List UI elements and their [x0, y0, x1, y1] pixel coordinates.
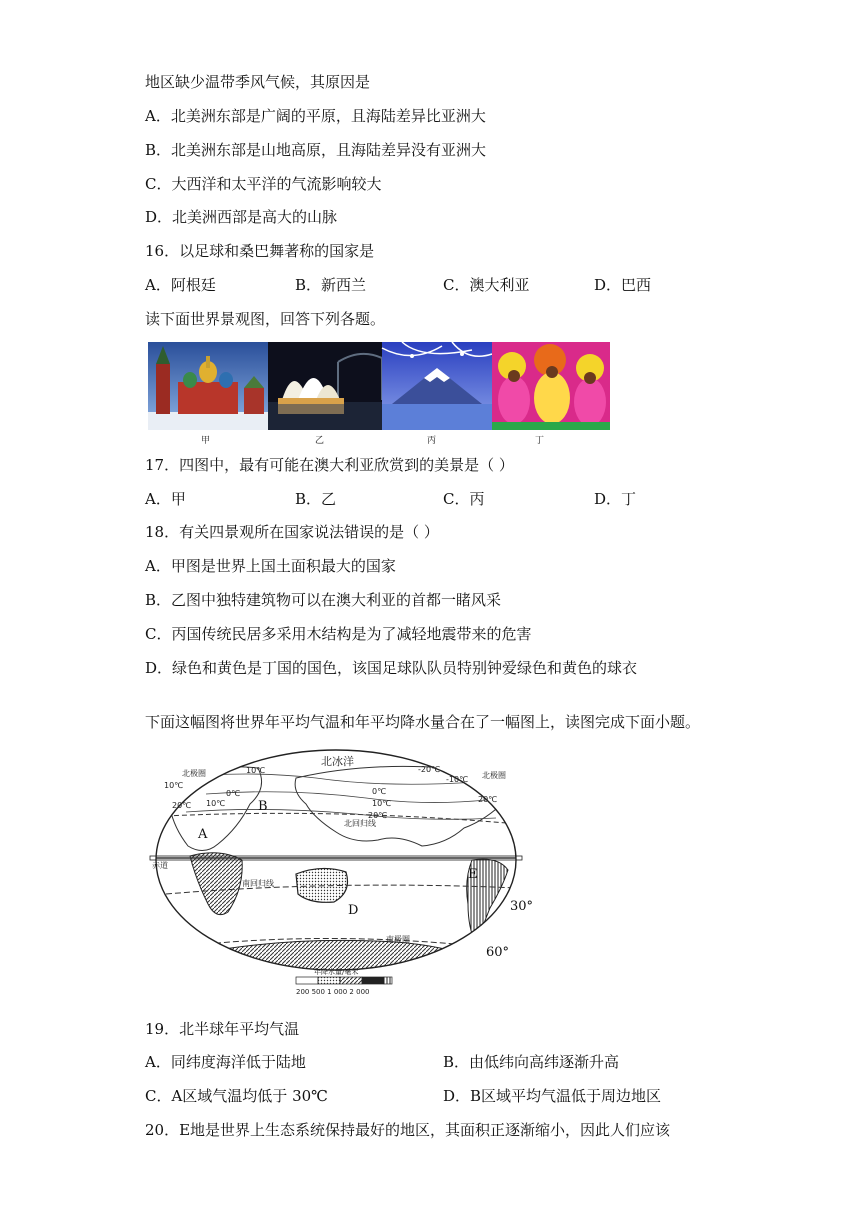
q16-option-c: C．澳大利亚 — [443, 276, 530, 294]
q18-option-b: B．乙图中独特建筑物可以在澳大利亚的首都一睹风采 — [145, 591, 502, 609]
q17-option-d: D．丁 — [594, 490, 637, 508]
q17-option-c: C．丙 — [443, 490, 485, 508]
photo-caption-yi: 乙 — [315, 436, 325, 446]
isotherm-0a: 0℃ — [226, 789, 241, 798]
photo-caption-ding: 丁 — [535, 436, 545, 446]
isotherm-10c: 10℃ — [372, 799, 392, 808]
region-a-label: A — [198, 827, 208, 842]
legend-title: 年降水量/毫米 — [314, 968, 359, 976]
q20-stem: 20．E地是世界上生态系统保持最好的地区，其面积正逐渐缩小，因此人们应该 — [145, 1121, 671, 1139]
map-intro: 下面这幅图将世界年平均气温和年平均降水量合在了一幅图上，读图完成下面小题。 — [145, 713, 701, 731]
isotherm-10a: 10℃ — [246, 766, 266, 775]
q16-option-d: D．巴西 — [594, 276, 652, 294]
landscape-intro: 读下面世界景观图，回答下列各题。 — [145, 310, 386, 328]
isotherm-20c: 20℃ — [478, 795, 498, 804]
q15-option-d: D．北美洲西部是高大的山脉 — [145, 208, 338, 226]
isotherm-10b: 10℃ — [206, 799, 226, 808]
q18-option-a: A．甲图是世界上国土面积最大的国家 — [145, 557, 396, 575]
q18-stem: 18．有关四景观所在国家说法错误的是（ ） — [145, 523, 439, 541]
q16-option-b: B．新西兰 — [295, 276, 367, 294]
q15-stem-tail: 地区缺少温带季风气候，其原因是 — [145, 73, 371, 91]
region-d-label: D — [348, 903, 359, 918]
isotherm-neg10: -10℃ — [446, 775, 469, 784]
isotherm-neg20: -20℃ — [418, 765, 441, 774]
q19-stem: 19．北半球年平均气温 — [145, 1020, 300, 1038]
q19-option-c: C．A区域气温均低于 30℃ — [145, 1087, 328, 1105]
photo-caption-jia: 甲 — [201, 436, 211, 446]
mount-fuji-photo — [382, 342, 492, 430]
region-e-label: E — [468, 867, 478, 882]
landscape-photo-strip — [148, 342, 610, 430]
latitude-60-label: 60° — [486, 945, 510, 960]
arctic-circle-left-label: 北极圈 — [182, 769, 206, 778]
q17-option-a: A．甲 — [145, 490, 186, 508]
q19-option-a: A．同纬度海洋低于陆地 — [145, 1053, 306, 1071]
samba-dancers-photo — [492, 342, 610, 430]
precipitation-legend — [296, 967, 392, 996]
world-climate-map — [146, 748, 534, 1004]
tropic-capricorn-label: 南回归线 — [242, 879, 274, 888]
opera-house-photo — [268, 342, 382, 430]
q18-option-c: C．丙国传统民居多采用木结构是为了减轻地震带来的危害 — [145, 625, 532, 643]
legend-values: 200 500 1 000 2 000 — [296, 988, 370, 996]
q19-option-d: D．B区域平均气温低于周边地区 — [443, 1087, 662, 1105]
arctic-circle-right-label: 北极圈 — [482, 771, 506, 780]
q15-option-c: C．大西洋和太平洋的气流影响较大 — [145, 175, 382, 193]
q16-option-a: A．阿根廷 — [145, 276, 216, 294]
kremlin-photo — [148, 342, 268, 430]
q15-option-a: A．北美洲东部是广阔的平原，且海陆差异比亚洲大 — [145, 107, 486, 125]
isotherm-10d: 10℃ — [164, 781, 184, 790]
q16-stem: 16．以足球和桑巴舞著称的国家是 — [145, 242, 375, 260]
q19-option-b: B．由低纬向高纬逐渐升高 — [443, 1053, 620, 1071]
q17-stem: 17．四图中，最有可能在澳大利亚欣赏到的美景是（ ） — [145, 456, 514, 474]
tropic-cancer-label: 北回归线 — [344, 819, 376, 828]
q15-option-b: B．北美洲东部是山地高原，且海陆差异没有亚洲大 — [145, 141, 487, 159]
region-b-label: B — [258, 799, 268, 814]
q18-option-d: D．绿色和黄色是丁国的国色，该国足球队队员特别钟爱绿色和黄色的球衣 — [145, 659, 638, 677]
q17-option-b: B．乙 — [295, 490, 337, 508]
isotherm-20b: 20℃ — [172, 801, 192, 810]
antarctic-circle-label: 南极圈 — [386, 935, 410, 944]
latitude-30-label: 30° — [510, 899, 534, 914]
equator-label: 赤道 — [152, 861, 168, 870]
isotherm-0b: 0℃ — [372, 787, 387, 796]
photo-caption-bing: 丙 — [427, 436, 437, 446]
arctic-ocean-label: 北冰洋 — [321, 755, 354, 768]
isotherm-20a: 20℃ — [368, 811, 388, 820]
